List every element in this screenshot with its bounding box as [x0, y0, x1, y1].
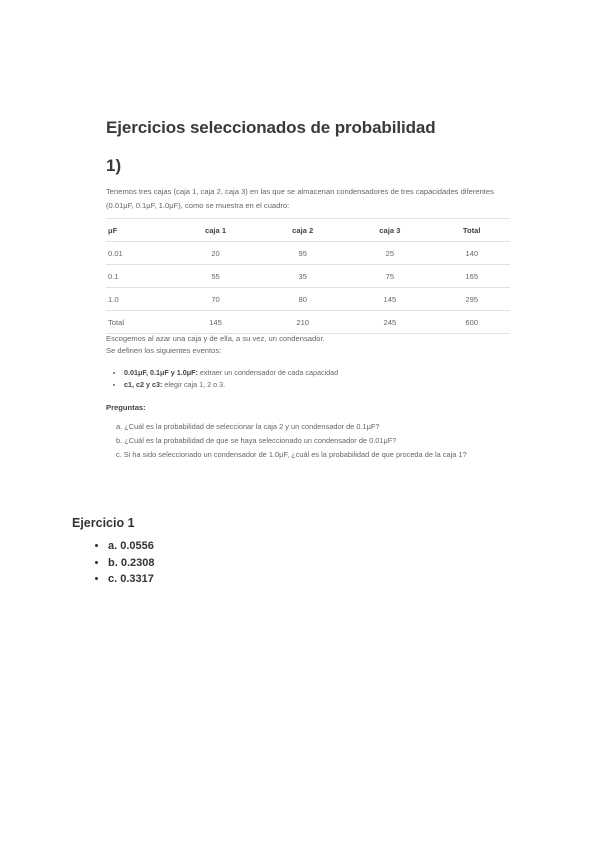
table-cell: 145 [172, 311, 259, 334]
table-cell: Total [106, 311, 172, 334]
after-table-text [106, 333, 512, 357]
table-cell: 600 [433, 311, 510, 334]
table-cell: 55 [172, 265, 259, 288]
table-cell: 35 [259, 265, 346, 288]
events-list [114, 367, 338, 391]
question-item: a. ¿Cuál es la probabilidad de seleccionar la caja 2 y un condensador de 0.1μF? [116, 422, 380, 431]
table-cell: 1.0 [106, 288, 172, 311]
table-cell: 145 [346, 288, 433, 311]
table-row [106, 265, 510, 288]
event-term: 0.01μF, 0.1μF y 1.0μF: [124, 368, 198, 377]
table-cell: 70 [172, 288, 259, 311]
answer-heading: Ejercicio 1 [72, 516, 135, 530]
table-header-row [106, 219, 510, 242]
document-title: Ejercicios seleccionados de probabilidad [106, 118, 436, 137]
table-header-cell: caja 1 [172, 219, 259, 242]
table-cell: 25 [346, 242, 433, 265]
list-item [124, 379, 338, 391]
answer-item: • a. 0.0556 [108, 538, 154, 555]
event-description: extraer un condensador de cada capacidad [197, 368, 339, 377]
table-row [106, 288, 510, 311]
answer-item: • c. 0.3317 [108, 571, 154, 588]
selection-sentence: Escogemos al azar una caja y de ella, a su vez, un condensador. [106, 334, 325, 343]
events-intro: Se definen los siguientes eventos: [106, 346, 222, 355]
list-item [124, 367, 338, 379]
exercise-heading: 1) [106, 156, 122, 175]
event-description: elegir caja 1, 2 o 3. [162, 380, 226, 389]
table-cell: 165 [433, 265, 510, 288]
table-cell: 80 [259, 288, 346, 311]
questions-list [116, 420, 467, 462]
answer-item: • b. 0.2308 [108, 555, 154, 572]
table-cell: 295 [433, 288, 510, 311]
question-item: c. Si ha sido seleccionado un condensador de 1.0μF, ¿cuál es la probabilidad de que proceda de la caja 1? [116, 450, 467, 459]
table-cell: 210 [259, 311, 346, 334]
event-term: c1, c2 y c3: [124, 380, 163, 389]
questions-label: Preguntas: [106, 403, 146, 412]
table-row [106, 242, 510, 265]
table-header-cell: caja 2 [259, 219, 346, 242]
table-cell: 0.01 [106, 242, 172, 265]
table-cell: 245 [346, 311, 433, 334]
table-header-cell: μF [106, 219, 172, 242]
table-row [106, 311, 510, 334]
table-cell: 20 [172, 242, 259, 265]
table-cell: 75 [346, 265, 433, 288]
capacitor-table [106, 218, 510, 334]
table-cell: 95 [259, 242, 346, 265]
table-header-cell: caja 3 [346, 219, 433, 242]
answers-list [90, 538, 154, 588]
question-item: b. ¿Cuál es la probabilidad de que se haya seleccionado un condensador de 0.01μF? [116, 436, 397, 445]
table-cell: 140 [433, 242, 510, 265]
intro-paragraph: Tenemos tres cajas (caja 1, caja 2, caja 3) en las que se almacenan condensadores de tres capacidades diferentes (0.01μF, 0.1μF, 1.0μF), como se muestra en el cuadro: [106, 187, 494, 210]
table-cell: 0.1 [106, 265, 172, 288]
table-header-cell: Total [433, 219, 510, 242]
